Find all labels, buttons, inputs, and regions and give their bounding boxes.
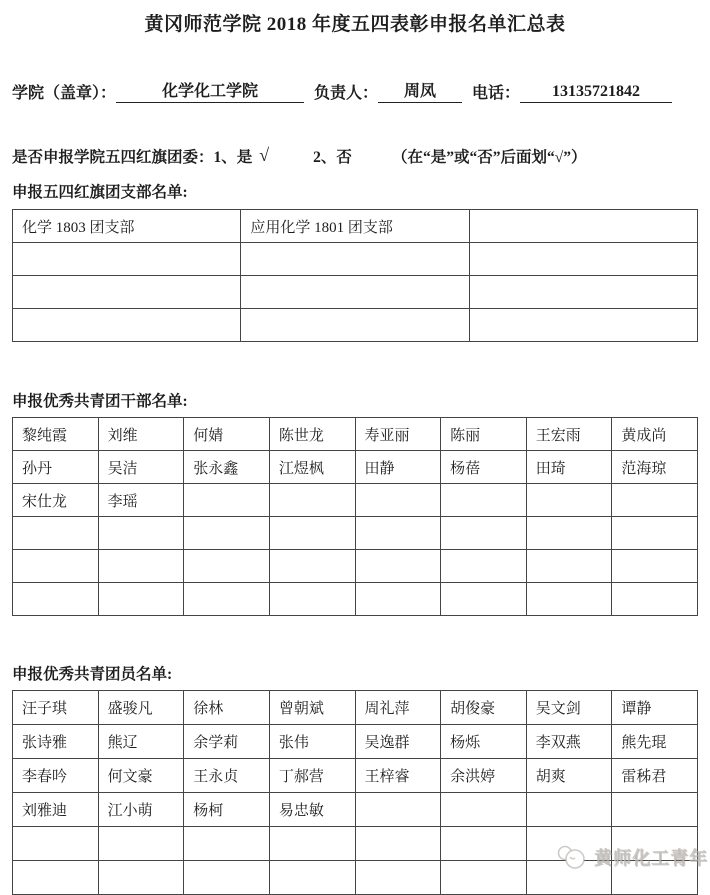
table-cell: 应用化学 1801 团支部 (241, 210, 469, 243)
table-row (13, 793, 698, 827)
table-cell: 张伟 (269, 725, 355, 759)
table-cell (612, 583, 698, 616)
table-cell (526, 484, 612, 517)
table-cell (355, 827, 441, 861)
table-cell: 易忠敏 (269, 793, 355, 827)
table-cell: 范海琼 (612, 451, 698, 484)
table-cell: 化学 1803 团支部 (13, 210, 241, 243)
table-cell (612, 484, 698, 517)
table-cell: 陈世龙 (269, 418, 355, 451)
table-cell: 胡爽 (526, 759, 612, 793)
table-row (13, 691, 698, 725)
table-cell: 孙丹 (13, 451, 99, 484)
table-cell: 何婧 (184, 418, 270, 451)
table-cell: 李春吟 (13, 759, 99, 793)
table-cell: 吴洁 (98, 451, 184, 484)
checkmark: √ (259, 145, 270, 165)
phone-label: 电话： (472, 85, 521, 102)
table-cell (241, 309, 469, 342)
table-cell (13, 827, 99, 861)
table-cell (355, 583, 441, 616)
college-value: 化学化工学院 (116, 78, 304, 103)
table-cell (184, 861, 270, 895)
table-cell (469, 243, 697, 276)
table-cell: 吴文剑 (526, 691, 612, 725)
table-row (13, 451, 698, 484)
table-cell (13, 583, 99, 616)
table-row (13, 243, 698, 276)
college-label: 学院（盖章）： (12, 85, 117, 102)
table-cell (612, 517, 698, 550)
table-cell: 汪子琪 (13, 691, 99, 725)
page-title: 黄冈师范学院 2018 年度五四表彰申报名单汇总表 (144, 14, 566, 35)
table-row (13, 550, 698, 583)
table-cell: 吴逸群 (355, 725, 441, 759)
table-cell: 熊先琨 (612, 725, 698, 759)
table-cell: 黎纯霞 (13, 418, 99, 451)
table-cell: 陈丽 (441, 418, 527, 451)
table-cell (612, 793, 698, 827)
member-table (12, 690, 698, 895)
table-cell (98, 583, 184, 616)
table-cell (526, 861, 612, 895)
table-cell: 寿亚丽 (355, 418, 441, 451)
option-yes: 1、是 (213, 149, 253, 166)
info-line (12, 78, 698, 103)
table-row (13, 210, 698, 243)
table-cell (441, 793, 527, 827)
table-cell (269, 550, 355, 583)
table-cell (269, 583, 355, 616)
table-cell (441, 827, 527, 861)
watermark-text: 黄师化工青年 (594, 848, 708, 868)
table-cell: 黄成尚 (612, 418, 698, 451)
leader-value: 周凤 (378, 78, 462, 103)
table-cell (269, 517, 355, 550)
table-cell (269, 861, 355, 895)
table-cell (98, 861, 184, 895)
branch-table (12, 209, 698, 342)
table-cell (184, 550, 270, 583)
table-cell: 刘雅迪 (13, 793, 99, 827)
phone-value: 13135721842 (520, 83, 672, 103)
table-cell (98, 827, 184, 861)
table-cell: 雷秭君 (612, 759, 698, 793)
table-cell (441, 583, 527, 616)
table-cell: 曾朝斌 (269, 691, 355, 725)
table-cell (13, 243, 241, 276)
table-cell (184, 583, 270, 616)
table-cell: 张诗雅 (13, 725, 99, 759)
table-row (13, 309, 698, 342)
table-row (13, 725, 698, 759)
table-cell: 江小萌 (98, 793, 184, 827)
table-cell: 田静 (355, 451, 441, 484)
table-cell (355, 550, 441, 583)
table-cell (469, 276, 697, 309)
question-text: 是否申报学院五四红旗团委： (12, 149, 214, 166)
table-cell: 王梓睿 (355, 759, 441, 793)
table-cell (612, 550, 698, 583)
table-cell: 王永贞 (184, 759, 270, 793)
table-cell: 周礼萍 (355, 691, 441, 725)
table-cell: 王宏雨 (526, 418, 612, 451)
table-cell: 江煜枫 (269, 451, 355, 484)
table-cell (355, 517, 441, 550)
table-cell (612, 827, 698, 861)
table-cell: 杨蓓 (441, 451, 527, 484)
table-cell: 何文豪 (98, 759, 184, 793)
table-cell: 余学莉 (184, 725, 270, 759)
table-cell: 徐林 (184, 691, 270, 725)
table-row (13, 583, 698, 616)
table-cell: 谭静 (612, 691, 698, 725)
table-cell (98, 517, 184, 550)
table-cell (13, 276, 241, 309)
table-cell (441, 861, 527, 895)
red-flag-question-line (12, 145, 698, 167)
option-no: 2、否 (313, 149, 352, 166)
table-row (13, 517, 698, 550)
table-cell (241, 276, 469, 309)
table-row (13, 276, 698, 309)
table-cell: 盛骏凡 (98, 691, 184, 725)
table-cell: 胡俊豪 (441, 691, 527, 725)
table-cell: 田琦 (526, 451, 612, 484)
table-cell (184, 827, 270, 861)
table-cell (13, 517, 99, 550)
table-row (13, 484, 698, 517)
table-cell (526, 583, 612, 616)
table-cell: 李双燕 (526, 725, 612, 759)
table-cell (241, 243, 469, 276)
leader-label: 负责人： (314, 85, 379, 102)
branch-section-label: 申报五四红旗团支部名单: (12, 184, 188, 201)
cadre-table (12, 417, 698, 616)
table-cell (13, 550, 99, 583)
table-cell: 张永鑫 (184, 451, 270, 484)
table-cell (98, 550, 184, 583)
table-cell (184, 517, 270, 550)
table-row (13, 861, 698, 895)
table-cell (13, 309, 241, 342)
table-cell (13, 861, 99, 895)
table-cell (526, 517, 612, 550)
table-cell (269, 827, 355, 861)
table-cell (469, 309, 697, 342)
table-cell: 丁郝营 (269, 759, 355, 793)
hint-text: （在“是”或“否”后面划“√”） (391, 149, 587, 166)
table-cell: 李瑶 (98, 484, 184, 517)
cadre-section-label: 申报优秀共青团干部名单: (12, 393, 188, 410)
member-section-label: 申报优秀共青团员名单: (12, 666, 173, 683)
table-cell (469, 210, 697, 243)
table-row (13, 827, 698, 861)
table-cell (355, 484, 441, 517)
table-row (13, 418, 698, 451)
table-cell (526, 827, 612, 861)
table-cell: 熊辽 (98, 725, 184, 759)
table-cell (355, 861, 441, 895)
table-cell (441, 484, 527, 517)
table-cell (612, 861, 698, 895)
table-cell (355, 793, 441, 827)
table-cell (269, 484, 355, 517)
table-cell: 刘维 (98, 418, 184, 451)
table-cell: 余洪婷 (441, 759, 527, 793)
table-cell: 宋仕龙 (13, 484, 99, 517)
table-cell: 杨柯 (184, 793, 270, 827)
table-cell (441, 517, 527, 550)
table-cell: 杨烁 (441, 725, 527, 759)
table-cell (526, 793, 612, 827)
table-cell (526, 550, 612, 583)
table-cell (184, 484, 270, 517)
table-row (13, 759, 698, 793)
table-cell (441, 550, 527, 583)
